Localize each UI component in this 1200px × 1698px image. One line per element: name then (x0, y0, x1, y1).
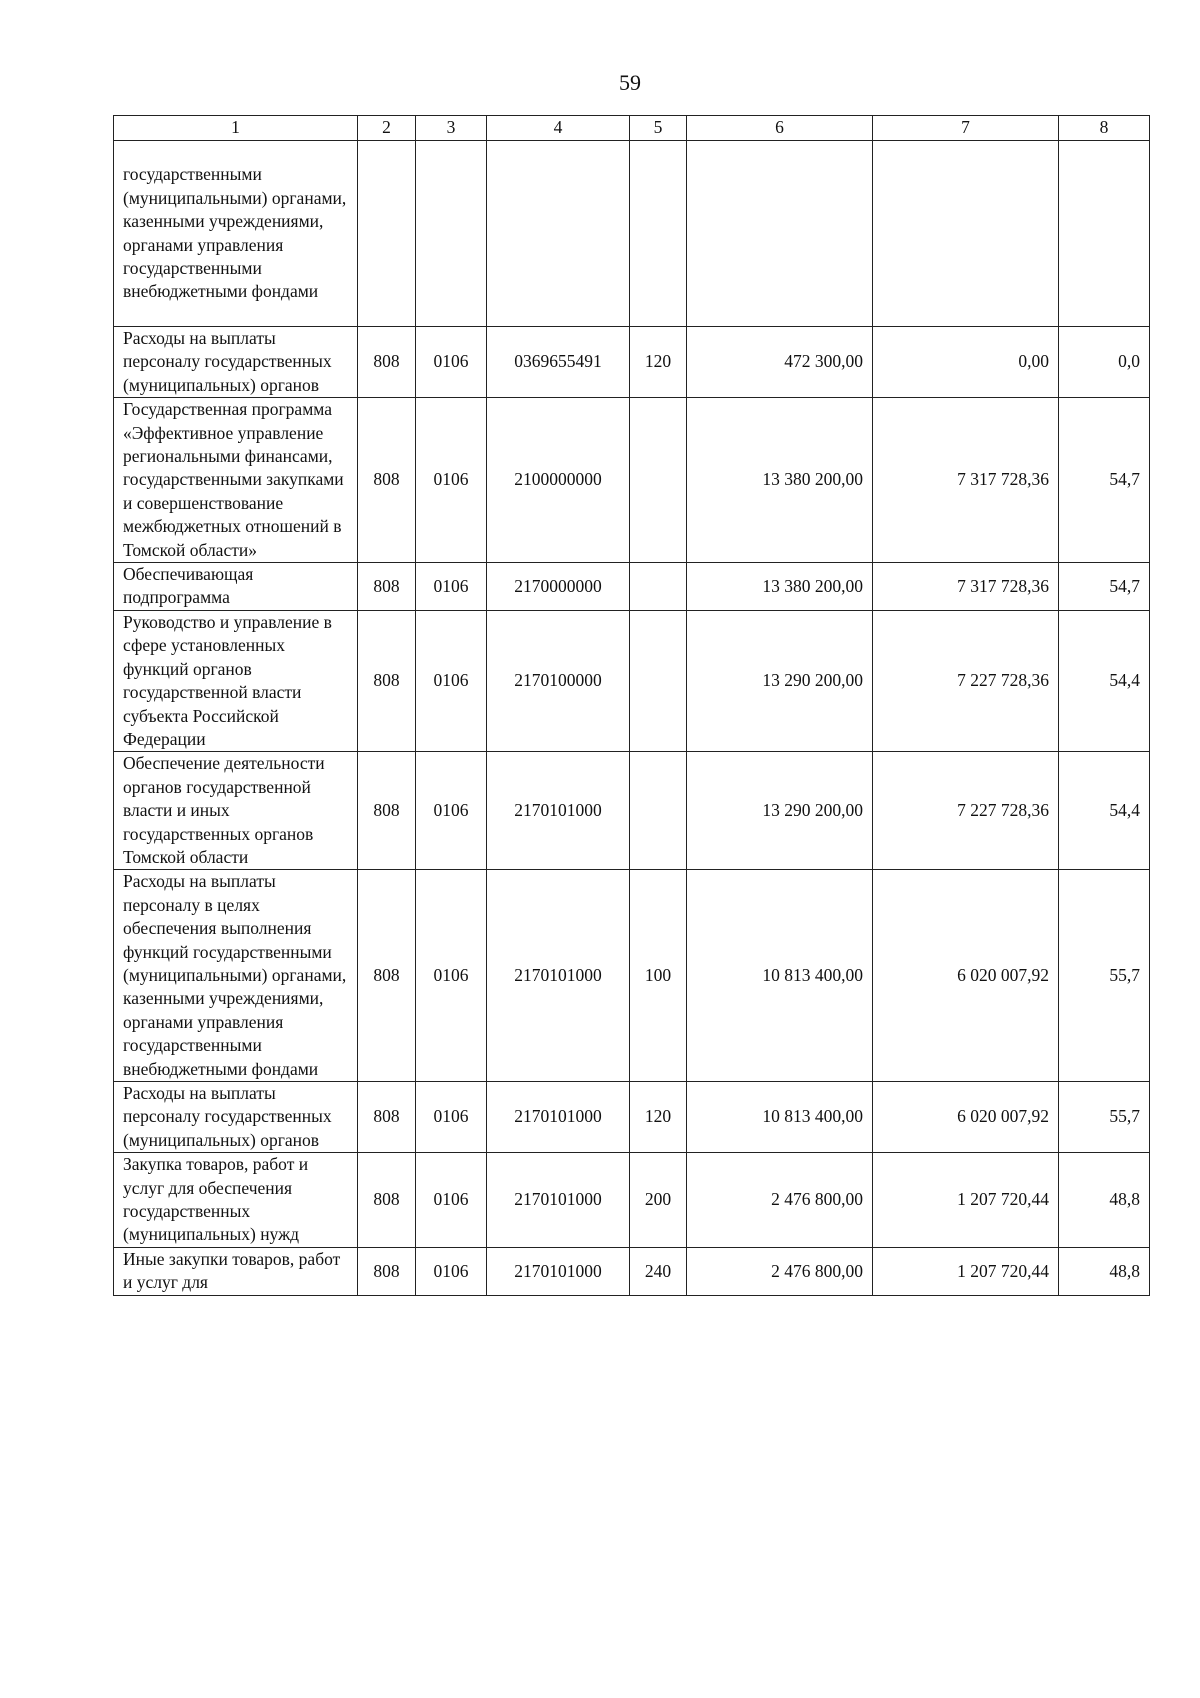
cell-executed (873, 141, 1059, 327)
cell-plan: 10 813 400,00 (687, 1082, 873, 1153)
col-header-2: 2 (358, 116, 416, 141)
cell-plan: 13 380 200,00 (687, 398, 873, 563)
cell-executed: 7 227 728,36 (873, 752, 1059, 870)
cell-expense-type (630, 563, 687, 611)
cell-target-article (487, 141, 630, 327)
cell-expense-type (630, 752, 687, 870)
cell-expense-type: 120 (630, 1082, 687, 1153)
cell-section: 0106 (416, 563, 487, 611)
col-header-6: 6 (687, 116, 873, 141)
row-name: Обеспечение деятельности органов государственной власти и иных государственных органов Томской области (114, 752, 358, 870)
cell-plan: 13 290 200,00 (687, 752, 873, 870)
cell-percent: 55,7 (1059, 870, 1150, 1082)
cell-target-article: 2170000000 (487, 563, 630, 611)
cell-ministry: 808 (358, 1153, 416, 1248)
row-name: Руководство и управление в сфере установленных функций органов государственной власти субъекта Российской Федерации (114, 610, 358, 751)
cell-percent: 48,8 (1059, 1247, 1150, 1295)
cell-section (416, 141, 487, 327)
col-header-4: 4 (487, 116, 630, 141)
col-header-5: 5 (630, 116, 687, 141)
cell-expense-type (630, 141, 687, 327)
cell-plan: 2 476 800,00 (687, 1247, 873, 1295)
cell-percent: 54,7 (1059, 563, 1150, 611)
table-row (114, 327, 1150, 398)
col-header-3: 3 (416, 116, 487, 141)
cell-percent: 54,7 (1059, 398, 1150, 563)
cell-ministry: 808 (358, 870, 416, 1082)
row-name: Расходы на выплаты персоналу государственных (муниципальных) органов (114, 327, 358, 398)
row-name: Иные закупки товаров, работ и услуг для (114, 1247, 358, 1295)
row-name: Обеспечивающая подпрограмма (114, 563, 358, 611)
cell-ministry (358, 141, 416, 327)
cell-executed: 0,00 (873, 327, 1059, 398)
cell-section: 0106 (416, 610, 487, 751)
cell-ministry: 808 (358, 610, 416, 751)
cell-executed: 7 317 728,36 (873, 398, 1059, 563)
cell-target-article: 2170101000 (487, 1247, 630, 1295)
cell-expense-type (630, 398, 687, 563)
header-row (114, 116, 1150, 141)
cell-expense-type: 120 (630, 327, 687, 398)
row-name: Государственная программа «Эффективное управление региональными финансами, государственными закупками и совершенствование межбюджетных отношений в Томской области» (114, 398, 358, 563)
budget-table (113, 115, 1150, 1296)
table-row (114, 870, 1150, 1082)
table-row (114, 1082, 1150, 1153)
row-name: государственными (муниципальными) органами, казенными учреждениями, органами управления государственными внебюджетными фондами (114, 141, 358, 327)
cell-section: 0106 (416, 398, 487, 563)
page-number: 59 (619, 70, 641, 95)
table-row (114, 563, 1150, 611)
cell-plan: 2 476 800,00 (687, 1153, 873, 1248)
col-header-8: 8 (1059, 116, 1150, 141)
cell-expense-type: 240 (630, 1247, 687, 1295)
cell-section: 0106 (416, 327, 487, 398)
table-row (114, 398, 1150, 563)
cell-ministry: 808 (358, 752, 416, 870)
table-row (114, 610, 1150, 751)
row-name: Закупка товаров, работ и услуг для обеспечения государственных (муниципальных) нужд (114, 1153, 358, 1248)
cell-target-article: 2170101000 (487, 752, 630, 870)
cell-plan: 472 300,00 (687, 327, 873, 398)
cell-ministry: 808 (358, 327, 416, 398)
cell-target-article: 2100000000 (487, 398, 630, 563)
col-header-7: 7 (873, 116, 1059, 141)
cell-target-article: 2170101000 (487, 1153, 630, 1248)
cell-percent: 54,4 (1059, 610, 1150, 751)
cell-expense-type (630, 610, 687, 751)
cell-section: 0106 (416, 1082, 487, 1153)
row-name: Расходы на выплаты персоналу государственных (муниципальных) органов (114, 1082, 358, 1153)
table-row (114, 141, 1150, 327)
cell-percent: 0,0 (1059, 327, 1150, 398)
cell-plan: 13 290 200,00 (687, 610, 873, 751)
cell-plan: 10 813 400,00 (687, 870, 873, 1082)
cell-percent: 54,4 (1059, 752, 1150, 870)
cell-percent (1059, 141, 1150, 327)
cell-executed: 6 020 007,92 (873, 1082, 1059, 1153)
cell-ministry: 808 (358, 1082, 416, 1153)
table-row (114, 752, 1150, 870)
cell-executed: 1 207 720,44 (873, 1247, 1059, 1295)
cell-target-article: 2170101000 (487, 1082, 630, 1153)
cell-target-article: 2170100000 (487, 610, 630, 751)
cell-executed: 7 227 728,36 (873, 610, 1059, 751)
cell-percent: 48,8 (1059, 1153, 1150, 1248)
cell-executed: 6 020 007,92 (873, 870, 1059, 1082)
table-row (114, 1153, 1150, 1248)
cell-plan: 13 380 200,00 (687, 563, 873, 611)
cell-expense-type: 100 (630, 870, 687, 1082)
cell-executed: 1 207 720,44 (873, 1153, 1059, 1248)
cell-section: 0106 (416, 870, 487, 1082)
cell-target-article: 0369655491 (487, 327, 630, 398)
cell-ministry: 808 (358, 1247, 416, 1295)
table-row (114, 1247, 1150, 1295)
cell-executed: 7 317 728,36 (873, 563, 1059, 611)
cell-plan (687, 141, 873, 327)
cell-section: 0106 (416, 1153, 487, 1248)
cell-ministry: 808 (358, 563, 416, 611)
cell-expense-type: 200 (630, 1153, 687, 1248)
cell-target-article: 2170101000 (487, 870, 630, 1082)
col-header-1: 1 (114, 116, 358, 141)
cell-ministry: 808 (358, 398, 416, 563)
cell-percent: 55,7 (1059, 1082, 1150, 1153)
cell-section: 0106 (416, 1247, 487, 1295)
cell-section: 0106 (416, 752, 487, 870)
row-name: Расходы на выплаты персоналу в целях обеспечения выполнения функций государственными (муниципальными) органами, казенными учреждениями, органами управления государственными внебюджетными фондами (114, 870, 358, 1082)
